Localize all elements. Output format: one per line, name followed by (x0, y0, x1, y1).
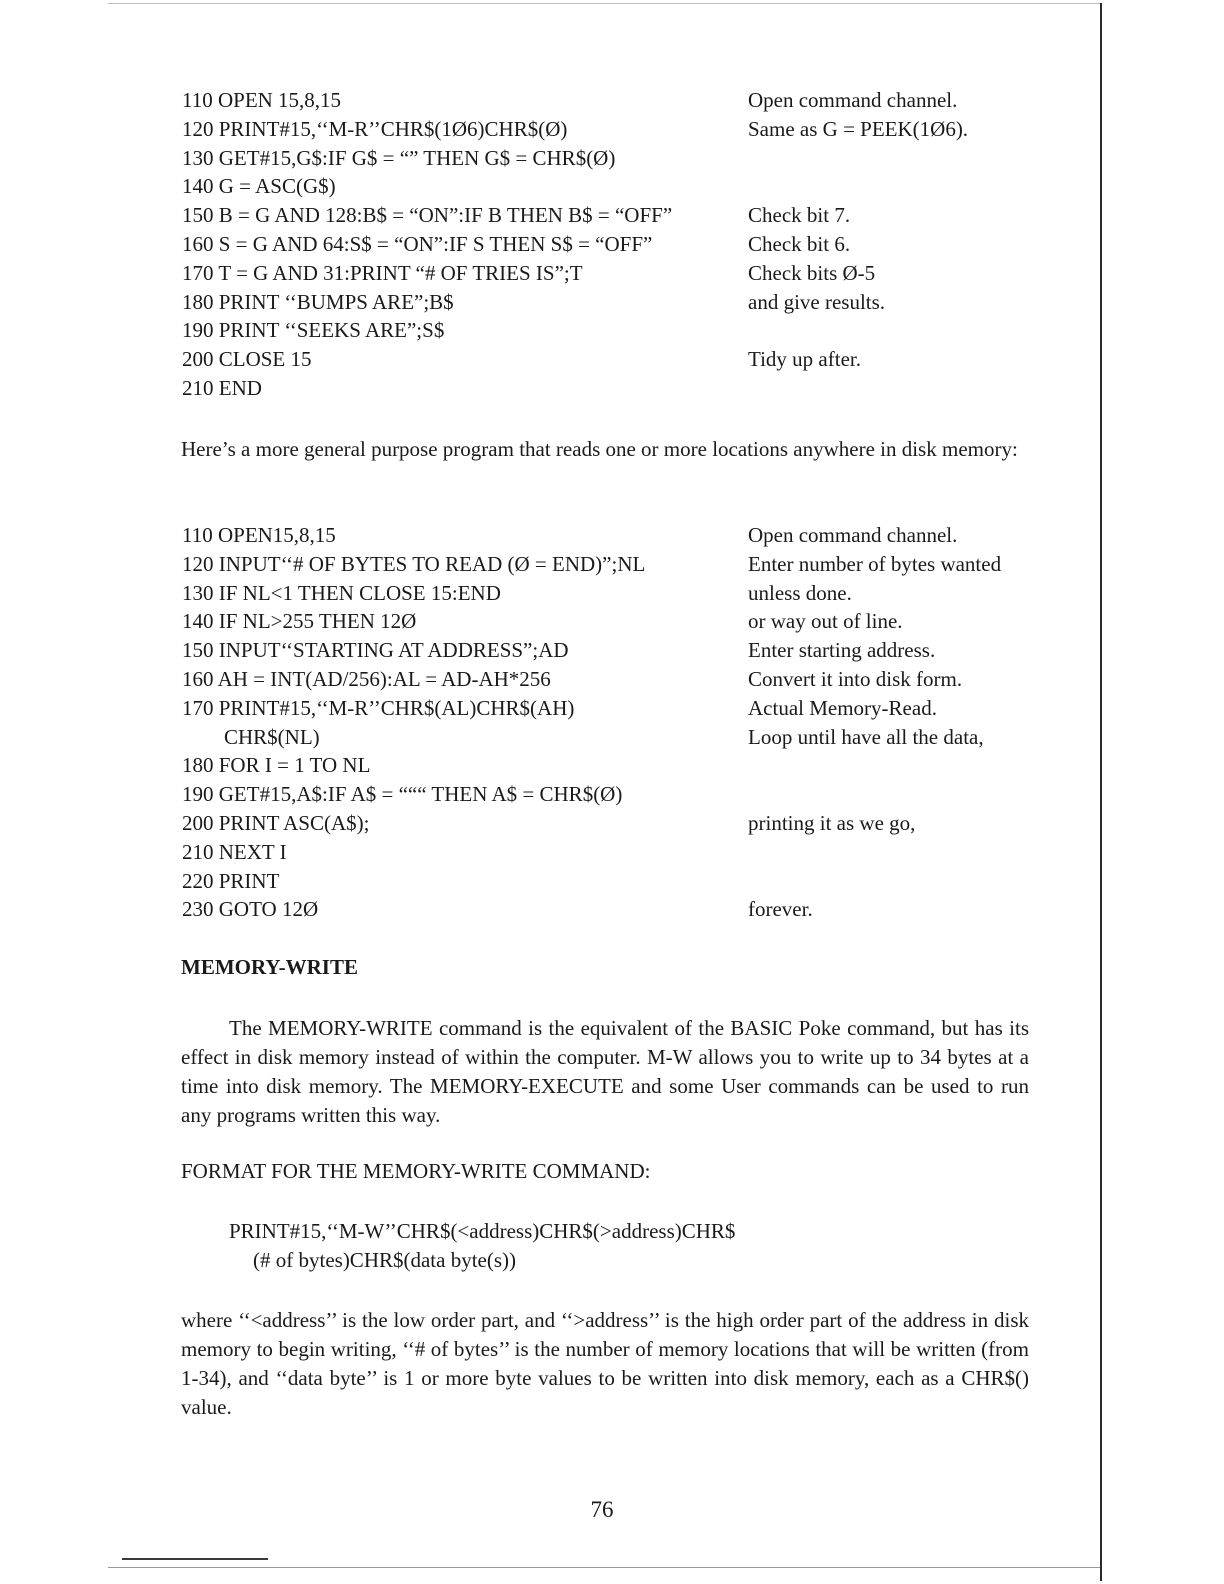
code-comment: Check bit 6. (748, 231, 851, 256)
format-syntax-line: PRINT#15,‘‘M-W’’CHR$(<address)CHR$(>address)CHR$ (229, 1219, 736, 1243)
code-line (182, 521, 1042, 550)
code-line (182, 636, 1042, 665)
intro-paragraph: Here’s a more general purpose program that reads one or more locations anywhere in disk memory: (181, 437, 1018, 461)
scan-border-top (108, 3, 1102, 4)
code-text: 140 IF NL>255 THEN 12Ø (182, 609, 417, 634)
code-line (182, 288, 1042, 317)
code-line-continuation (182, 723, 1042, 752)
code-line (182, 607, 1042, 636)
scan-border-bottom (108, 1567, 1100, 1568)
code-comment: Tidy up after. (748, 347, 861, 372)
code-line (182, 345, 1042, 374)
code-comment: Open command channel. (748, 88, 958, 112)
listing-drive-status (182, 86, 1042, 403)
code-text: 210 NEXT I (182, 839, 287, 864)
code-line (182, 895, 1042, 924)
code-text: 170 T = G AND 31:PRINT “# OF TRIES IS”;T (182, 260, 583, 285)
format-label: FORMAT FOR THE MEMORY-WRITE COMMAND: (181, 1159, 651, 1183)
page-number: 76 (590, 1497, 614, 1522)
code-line (182, 230, 1042, 259)
code-line (182, 838, 1042, 867)
code-comment: Loop until have all the data, (748, 724, 984, 749)
code-line (182, 201, 1042, 230)
code-text: 130 IF NL<1 THEN CLOSE 15:END (182, 580, 501, 605)
code-comment: unless done. (748, 580, 852, 605)
code-comment: Enter number of bytes wanted (748, 551, 1002, 576)
code-text: 160 AH = INT(AD/256):AL = AD-AH*256 (182, 666, 551, 691)
code-text: 150 INPUT‘‘STARTING AT ADDRESS”;AD (182, 638, 569, 663)
code-line (182, 550, 1042, 579)
code-line (182, 751, 1042, 780)
code-text: 130 GET#15,G$:IF G$ = “” THEN G$ = CHR$(Ø) (182, 145, 616, 170)
code-line (182, 579, 1042, 608)
code-comment: Check bit 7. (748, 203, 851, 228)
code-comment: Convert it into disk form. (748, 666, 963, 691)
code-line (182, 144, 1042, 173)
code-text: 160 S = G AND 64:S$ = “ON”:IF S THEN S$ = “OFF” (182, 231, 653, 256)
code-text: 170 PRINT#15,‘‘M-R’’CHR$(AL)CHR$(AH) (182, 695, 575, 720)
code-text: 210 END (182, 375, 262, 400)
body-paragraph: The MEMORY-WRITE command is the equivalent of the BASIC Poke command, but has its effect in disk memory instead of within the computer. M-W allows you to write up to 34 bytes at a time into disk memory. The MEMORY-EXECUTE and some User commands can be used to run any programs written this way. (181, 1016, 1029, 1127)
code-text: 200 PRINT ASC(A$); (182, 810, 370, 835)
scan-border-right (1100, 3, 1102, 1581)
code-text: 190 GET#15,A$:IF A$ = “““ THEN A$ = CHR$(Ø) (182, 782, 623, 807)
code-text: 180 FOR I = 1 TO NL (182, 753, 371, 778)
code-text: 150 B = G AND 128:B$ = “ON”:IF B THEN B$ = “OFF” (182, 203, 673, 228)
code-text: 220 PRINT (182, 868, 280, 893)
code-text: 180 PRINT ‘‘BUMPS ARE”;B$ (182, 289, 454, 314)
code-text: 110 OPEN 15,8,15 (182, 88, 342, 112)
code-line (182, 809, 1042, 838)
code-line (182, 867, 1042, 896)
code-comment: and give results. (748, 289, 886, 314)
code-text: CHR$(NL) (224, 724, 320, 749)
code-line (182, 172, 1042, 201)
code-comment: Open command channel. (748, 523, 958, 547)
scan-mark (122, 1558, 268, 1560)
code-comment: forever. (748, 897, 813, 922)
code-line (182, 259, 1042, 288)
code-text: 110 OPEN15,8,15 (182, 523, 336, 547)
code-line (182, 374, 1042, 403)
code-text: 200 CLOSE 15 (182, 347, 312, 372)
code-comment: or way out of line. (748, 609, 903, 634)
format-syntax-line: (# of bytes)CHR$(data byte(s)) (253, 1248, 517, 1272)
code-comment: Same as G = PEEK(1Ø6). (748, 116, 969, 141)
code-line (182, 694, 1042, 723)
code-line (182, 115, 1042, 144)
code-comment: Check bits Ø-5 (748, 260, 876, 285)
code-comment: Enter starting address. (748, 638, 936, 663)
listing-memory-read (182, 521, 1042, 924)
code-line (182, 86, 1042, 115)
code-comment: Actual Memory-Read. (748, 695, 937, 720)
code-text: 120 PRINT#15,‘‘M-R’’CHR$(1Ø6)CHR$(Ø) (182, 116, 568, 141)
body-paragraph: where ‘‘<address’’ is the low order part, and ‘‘>address’’ is the high order part of the address in disk memory to begin writing, ‘‘# of bytes’’ is the number of memory locations that will be written (from 1-34), and ‘‘data byte’’ is 1 or more byte values to be written into disk memory, each as a CHR$() value. (181, 1308, 1029, 1419)
code-line (182, 780, 1042, 809)
code-text: 120 INPUT‘‘# OF BYTES TO READ (Ø = END)”;NL (182, 551, 646, 576)
code-text: 190 PRINT ‘‘SEEKS ARE”;S$ (182, 318, 445, 343)
code-comment: printing it as we go, (748, 810, 916, 835)
code-line (182, 665, 1042, 694)
code-text: 230 GOTO 12Ø (182, 897, 319, 922)
section-heading: MEMORY-WRITE (181, 955, 358, 979)
code-text: 140 G = ASC(G$) (182, 174, 336, 199)
code-line (182, 316, 1042, 345)
